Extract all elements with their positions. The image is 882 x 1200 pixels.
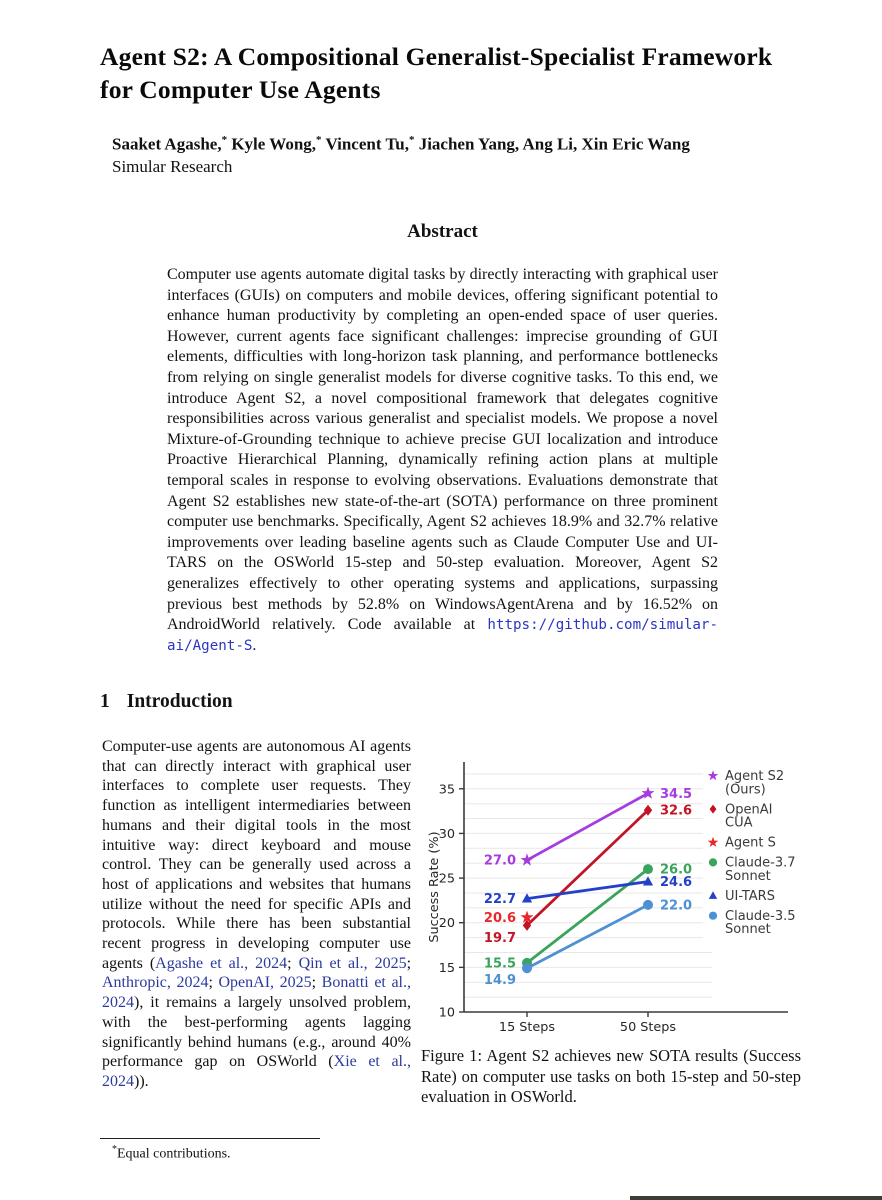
data-point-label: 27.0 bbox=[483, 853, 516, 869]
y-tick-label: 10 bbox=[438, 1005, 455, 1021]
legend-label: Agent S2 bbox=[725, 769, 785, 784]
legend-label: OpenAI bbox=[725, 802, 773, 818]
abstract-period: . bbox=[252, 636, 257, 654]
legend-label: (Ours) bbox=[725, 782, 766, 798]
citation-link[interactable]: Xie et al., 2024 bbox=[102, 1053, 411, 1090]
legend-label: Sonnet bbox=[725, 922, 771, 938]
citation-link[interactable]: Qin et al., 2025 bbox=[298, 954, 407, 972]
citation-link[interactable]: Bonatti et al., 2024 bbox=[102, 974, 411, 1012]
bottom-edge-bar bbox=[630, 1196, 882, 1200]
affiliation: Simular Research bbox=[112, 157, 233, 176]
figure1-caption: Figure 1: Agent S2 achieves new SOTA results (Success Rate) on computer use tasks on both 15-step and 50-step evaluation in OSWorld. bbox=[421, 1046, 801, 1106]
footnote-text: Equal contributions. bbox=[117, 1146, 231, 1162]
author-name: Jiachen Yang bbox=[418, 134, 515, 154]
intro-paragraph: Computer-use agents are autonomous AI agents that can directly interact with graphical user interfaces to complete user requests. They function as intelligent intermediaries between humans and their digital tools in the most intuitive way: direct keyboard and mouse control. They can be generally used across a host of applications and websites that humans utilize without the need for specific APIs and protocols. While there has been substantial recent progress in developing computer use agents (Agashe et al., 2024; Qin et al., 2025; Anthropic, 2024; OpenAI, 2025; Bonatti et al., 2024), it remains a largely unsolved problem, with the best-performing agents lagging significantly behind humans (e.g., around 40% performance gap on OSWorld (Xie et al., 2024)). bbox=[102, 738, 412, 1090]
citation-link[interactable]: OpenAI, 2025 bbox=[218, 974, 312, 992]
paper-title-line2: for Computer Use Agents bbox=[100, 75, 381, 105]
legend-label: UI-TARS bbox=[725, 888, 775, 904]
legend-label: CUA bbox=[725, 815, 753, 831]
figure1-line-chart bbox=[425, 750, 880, 1045]
series-agent-s2-ours- bbox=[484, 787, 692, 869]
citation-link[interactable]: Anthropic, 2024 bbox=[102, 974, 209, 992]
abstract-text bbox=[167, 265, 718, 656]
legend-label: Claude-3.5 bbox=[725, 908, 796, 924]
paper-title bbox=[100, 40, 812, 106]
data-point-label: 19.7 bbox=[483, 930, 516, 946]
data-point-label: 15.5 bbox=[483, 956, 516, 972]
section-number: 1 bbox=[100, 691, 110, 712]
y-tick-label: 30 bbox=[438, 826, 455, 842]
abstract-heading: Abstract bbox=[407, 221, 478, 242]
x-tick-label: 15 Steps bbox=[498, 1020, 556, 1035]
legend-label: Sonnet bbox=[725, 868, 771, 884]
data-point-label: 24.6 bbox=[660, 875, 693, 891]
y-tick-label: 35 bbox=[438, 782, 455, 798]
footnote-rule bbox=[100, 1138, 320, 1139]
data-point-label: 20.6 bbox=[483, 910, 516, 926]
y-axis-label: Success Rate (%) bbox=[427, 831, 442, 943]
chart-legend bbox=[703, 766, 823, 942]
y-tick-label: 20 bbox=[438, 916, 455, 932]
data-point-label: 22.7 bbox=[483, 892, 516, 908]
author-name: Saaket Agashe bbox=[112, 134, 218, 154]
author-name: Ang Li bbox=[522, 134, 574, 154]
y-tick-label: 15 bbox=[438, 960, 455, 976]
author-name: Xin Eric Wang bbox=[581, 134, 690, 154]
author-name: Kyle Wong bbox=[231, 134, 312, 154]
authors-line: Saaket Agashe,* Kyle Wong,* Vincent Tu,* Jiachen Yang, Ang Li, Xin Eric Wang bbox=[112, 134, 690, 154]
x-tick-label: 50 Steps bbox=[619, 1020, 677, 1035]
paper-title-line1: Agent S2: A Compositional Generalist-Specialist Framework bbox=[100, 42, 773, 71]
data-point-label: 26.0 bbox=[660, 862, 693, 878]
legend-label: Claude-3.7 bbox=[725, 855, 796, 871]
y-tick-label: 25 bbox=[438, 871, 455, 887]
section-title: Introduction bbox=[126, 691, 233, 712]
footnote-equal-contributions bbox=[112, 1144, 231, 1163]
citation-link[interactable]: Agashe et al., 2024 bbox=[155, 954, 288, 972]
data-point-label: 34.5 bbox=[660, 786, 693, 802]
data-point-label: 22.0 bbox=[660, 898, 693, 914]
author-name: Vincent Tu bbox=[325, 134, 405, 154]
data-point-label: 14.9 bbox=[483, 972, 516, 988]
code-repository-link[interactable]: https://github.com/simular-ai/Agent-S bbox=[167, 617, 718, 654]
abstract-body-text: Computer use agents automate digital tasks by directly interacting with graphical user interfaces (GUIs) on computers and mobile devices, offering significant potential to enhance human productivity by completing an open-ended space of user queries. However, current agents face significant challenges: imprecise grounding of GUI elements, difficulties with long-horizon task planning, and performance bottlenecks from relying on single generalist models for diverse cognitive tasks. To this end, we introduce Agent S2, a novel compositional framework that delegates cognitive responsibilities across various generalist and specialist models. We propose a novel Mixture-of-Grounding technique to achieve precise GUI localization and introduce Proactive Hierarchical Planning, dynamically refining action plans at multiple temporal scales in response to evolving observations. Evaluations demonstrate that Agent S2 establishes new state-of-the-art (SOTA) performance on three prominent computer use benchmarks. Specifically, Agent S2 achieves 18.9% and 32.7% relative improvements over leading baseline agents such as Claude Computer Use and UI-TARS on the OSWorld 15-step and 50-step evaluation. Moreover, Agent S2 generalizes effectively to other operating systems and applications, surpassing previous best methods by 52.8% on WindowsAgentArena and by 16.52% on AndroidWorld relatively. Code available at bbox=[167, 266, 718, 634]
data-point-label: 32.6 bbox=[660, 803, 693, 819]
legend-label: Agent S bbox=[725, 835, 776, 851]
footnote-marker: * bbox=[112, 1144, 117, 1155]
section-heading-introduction bbox=[100, 691, 233, 713]
